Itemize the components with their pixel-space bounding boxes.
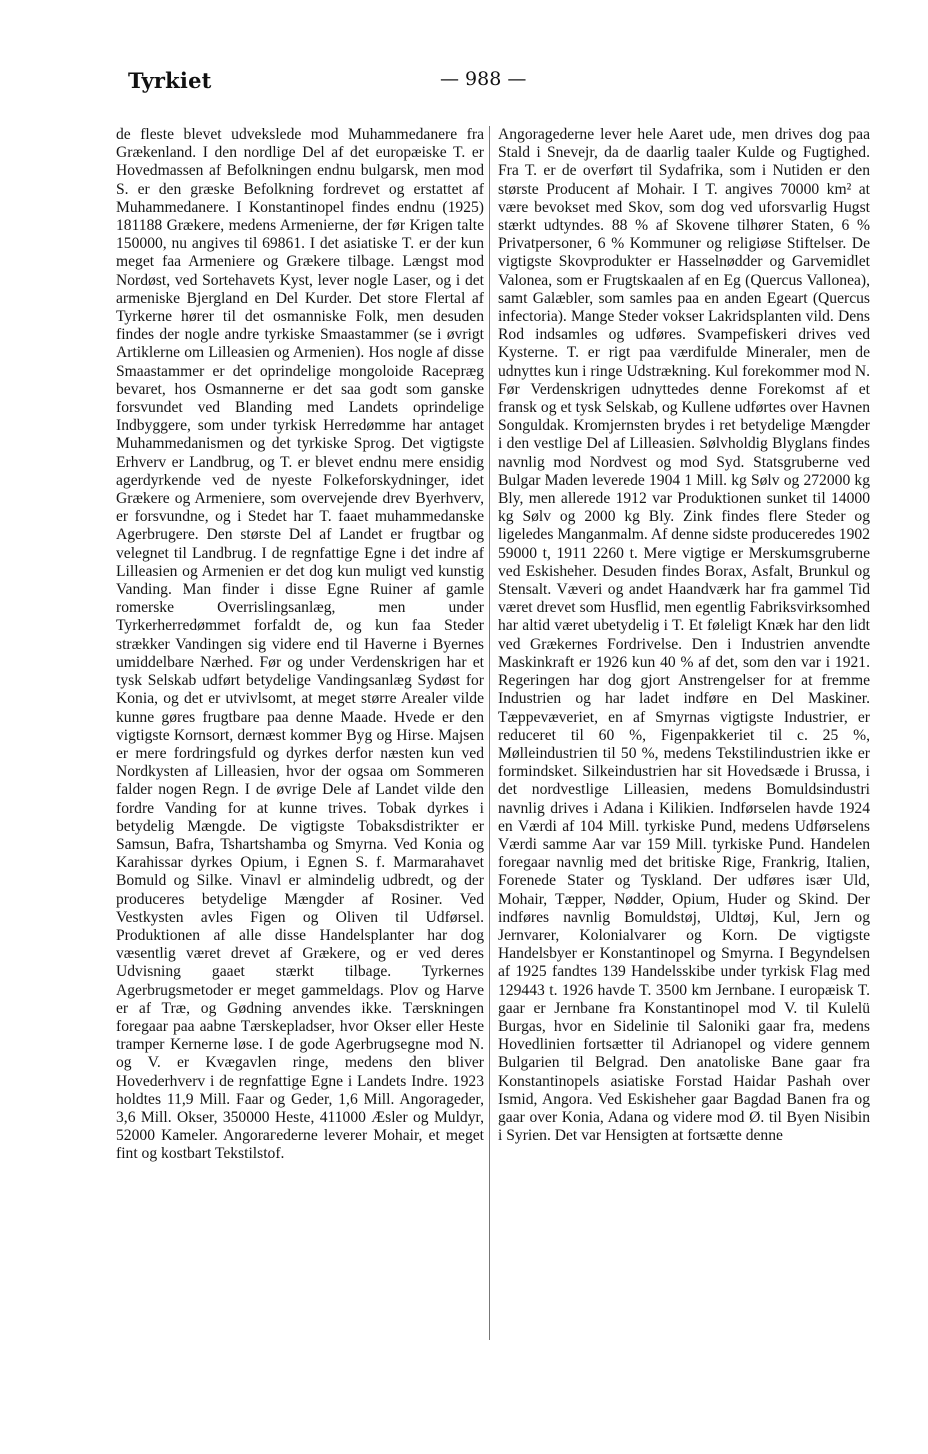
text-column-right (498, 126, 870, 1145)
column-text-left: de fleste blevet udvekslede mod Muhammedanere fra Grækenland. I den nordlige Del af det europæiske T. er Hovedmassen af Befolkningen endnu bulgarsk, men mod S. er den græske Befolkning fordrevet og erstattet af Muhammedanere. I Konstantinopel findes endnu (1925) 181188 Grækere, medens Armenierne, der før Krigen talte 150000, nu angives til 69861. I det asiatiske T. er der kun meget faa Armeniere og Grækere tilbage. Længst mod Nordøst, ved Sortehavets Kyst, lever nogle Laser, og i det armeniske Bjergland en Del Kurder. Det store Flertal af Tyrkerne hører til det osmanniske Folk, men desuden findes der nogle andre tyrkiske Smaastammer (se i øvrigt Artiklerne om Lilleasien og Armenien). Hos nogle af disse Smaastammer er det oprindelige mongoloide Racepræg bevaret, hos Osmannerne er det saa godt som ganske forsvundet ved Blanding med Landets oprindelige Indbyggere, som under tyrkisk Herredømme har antaget Muhammedanismen og det tyrkiske Sprog. Det vigtigste Erhverv er Landbrug, og T. er blevet endnu mere ensidig agerdyrkende ved de nyeste Folkeforskydninger, idet Grækere og Armeniere, som overvejende drev Byerhverv, er forsvundne, og i Stedet har T. faaet muhammedanske Agerbrugere. Den største Del af Landet er frugtbar og velegnet til Landbrug. I de regnfattige Egne i det indre af Lilleasien og Armenien er det dog kun muligt ved kunstig Vanding. Man finder i disse Egne Ruiner af gamle romerske Overrislingsanlæg, men under Tyrkerherredømmet forfaldt de, og kun faa Steder strækker Vandingen sig videre end til Haverne i Byernes umiddelbare Nærhed. Før og under Verdenskrigen har et tysk Selskab udført betydelige Vandingsanlæg Sydøst for Konia, og det er utvivlsomt, at meget større Arealer vilde kunne gøres frugtbare paa denne Maade. Hvede er den vigtigste Kornsort, dernæst kommer Byg og Hirse. Majsen er mere fordringsfuld og dyrkes derfor næsten kun ved Nordkysten af Lilleasien, hvor der ogsaa om Sommeren falder nogen Regn. I de øvrige Dele af Landet vilde den fordre Vanding for at kunne trives. Tobak dyrkes i betydelig Mængde. De vigtigste Tobaksdistrikter er Samsun, Bafra, Tshartshamba og Smyrna. Ved Konia og Karahissar dyrkes Opium, i Egnen S. f. Marmarahavet Bomuld og Silke. Vinavl er almindelig udbredt, og der produceres betydelige Mængder af Rosiner. Ved Vestkysten avles Figen og Oliven til Udførsel. Produktionen af alle disse Handelsplanter har dog væsentlig været drevet af Grækere, og er ved deres Udvisning gaaet stærkt tilbage. Tyrkernes Agerbrugsmetoder er meget gammeldags. Plov og Harve er af Træ, og Gødning anvendes ikke. Tærskningen foregaar paa aabne Tærskepladser, hvor Okser eller Heste tramper Kernerne løse. I de gode Agerbrugsegne mod N. og V. er Kvægavlen ringe, medens den bliver Hovederhverv i de regnfattige Egne i Landets Indre. 1923 holdtes 11,9 Mill. Faar og Geder, 1,6 Mill. Angorageder, 3,6 Mill. Okser, 350000 Heste, 411000 Æsler og Muldyr, 52000 Kameler. Angorагederne leverer Mohair, et meget fint og kostbart Tekstilstof. (116, 126, 484, 1163)
page-number: — 988 — (440, 68, 527, 90)
column-divider (489, 126, 490, 1340)
running-title: Tyrkiet (128, 68, 212, 93)
text-column-left (116, 126, 484, 1164)
column-text-right: Angoragederne lever hele Aaret ude, men drives dog paa Stald i Snevejr, da de daarlig taaler Kulde og Fugtighed. Fra T. er de overført til Sydafrika, som i Nutiden er den største Producent af Mohair. I T. angives 70000 km² at være bevokset med Skov, som dog ved uforsvarlig Hugst stærkt udtyndes. 88 % af Skovene tilhører Staten, 6 % Privatpersoner, 6 % Kommuner og religiøse Stiftelser. De vigtigste Skovprodukter er Hasselnødder og Garvemidlet Valonea, som er Frugtskaalen af en Eg (Quercus Vallonea), samt Galæbler, som samles paa en anden Egeart (Quercus infectoria). Mange Steder vokser Lakridsplanten vild. Dens Rod indsamles og udføres. Svampefiskeri drives ved Kysterne. T. er rigt paa værdifulde Mineraler, men de udnyttes kun i ringe Udstrækning. Kul forekommer mod N. Før Verdenskrigen udnyttedes denne Forekomst af et fransk og et tysk Selskab, og Kullene udførtes over Havnen Songuldak. Kromjernsten brydes i ret betydelige Mængder i den vestlige Del af Lilleasien. Sølvholdig Blyglans findes navnlig mod Nordvest og mod Syd. Statsgruberne ved Bulgar Maden leverede 1904 1 Mill. kg Sølv og 272000 kg Bly, men allerede 1912 var Produktionen sunket til 14000 kg Sølv og 2000 kg Bly. Zink findes flere Steder og ligeledes Manganmalm. Af denne sidste produceredes 1902 59000 t, 1911 2260 t. Mere vigtige er Merskumsgruberne ved Eskisheher. Desuden findes Borax, Asfalt, Brunkul og Stensalt. Væveri og andet Haandværk har fra gammel Tid været drevet som Husflid, men egentlig Fabriksvirksomhed har altid været ubetydelig i T. Et føleligt Knæk har den lidt ved Grækernes Fordrivelse. Den i Industrien anvendte Maskinkraft er 1926 kun 40 % af det, som den var i 1921. Regeringen har dog gjort Anstrengelser for at fremme Industrien og har ladet indføre en Del Maskiner. Tæppevæveriet, en af Smyrnas vigtigste Industrier, er reduceret til 60 %, Figenpakkeriet til c. 25 %, Mølleindustrien til 50 %, medens Tekstilindustrien ikke er formindsket. Silkeindustrien har sit Hovedsæde i Brussa, i det nordvestlige Lilleasien, medens Bomuldsindustri navnlig drives i Adana i Kilikien. Indførselen havde 1924 en Værdi af 104 Mill. tyrkiske Pund, medens Udførselens Værdi samme Aar var 159 Mill. tyrkiske Pund. Handelen foregaar navnlig med det britiske Rige, Frankrig, Italien, Forenede Stater og Tyskland. Der udføres især Uld, Mohair, Tæpper, Nødder, Opium, Huder og Skind. Der indføres navnlig Bomuldstøj, Uldtøj, Kul, Jern og Jernvarer, Kolonialvarer og Korn. De vigtigste Handelsbyer er Konstantinopel og Smyrna. I Begyndelsen af 1925 fandtes 139 Handelsskibe under tyrkisk Flag med 129443 t. 1926 havde T. 3500 km Jernbane. I europæisk T. gaar er Jernbane fra Konstantinopel mod V. til Kulelü Burgas, hvor en Sidelinie til Saloniki gaar fra, medens Hovedlinien fortsætter til Adrianopel og videre gennem Bulgarien til Belgrad. Den anatoliske Bane gaar fra Konstantinopels asiatiske Forstad Haidar Pashah over Ismid, Angora. Ved Eskisheher gaar Bagdad Banen fra og gaar over Konia, Adana og videre mod Ø. til Byen Nisibin i Syrien. Det var Hensigten at fortsætte denne (498, 126, 870, 1145)
